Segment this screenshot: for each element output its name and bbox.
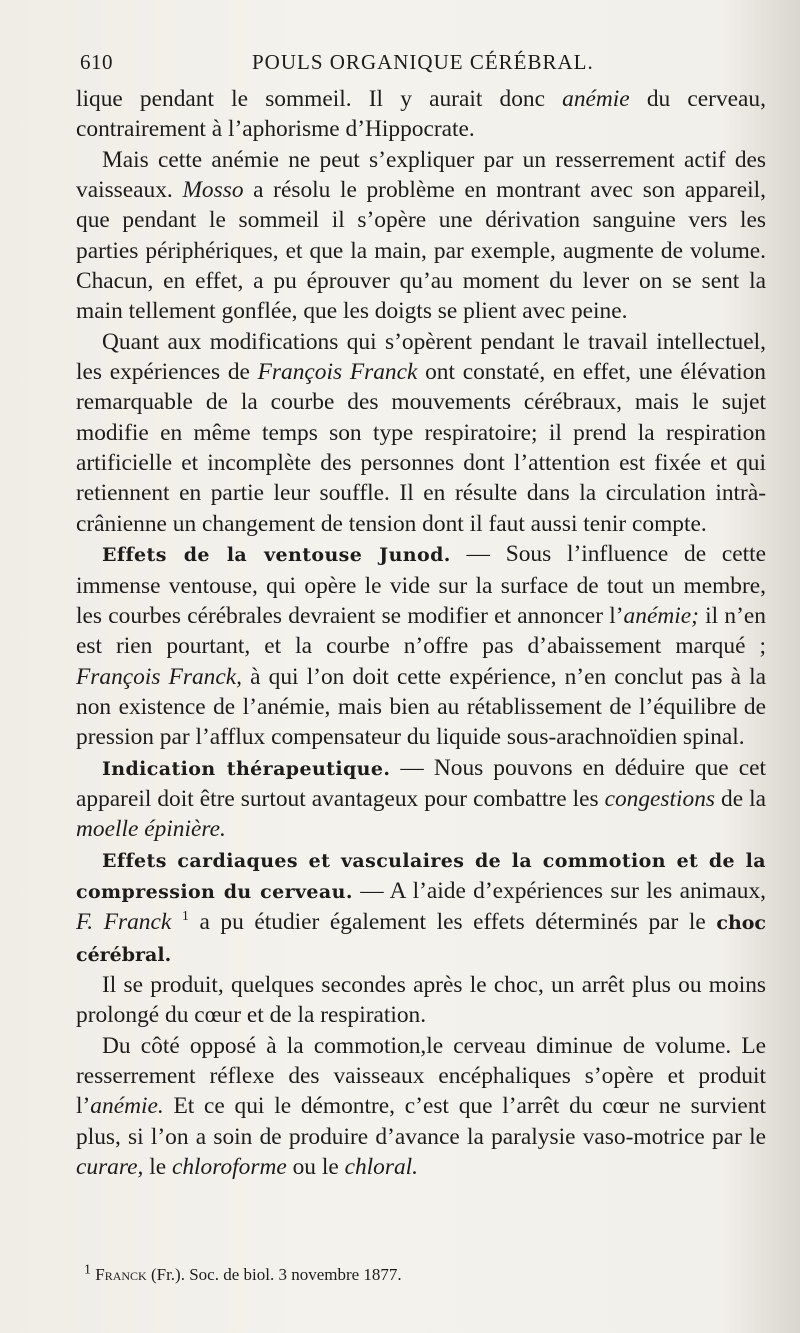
paragraph: Mais cette anémie ne peut s’expliquer par un resserrement actif des vaisseaux. Mosso a résolu le problème en montrant avec son appareil, que pendant le sommeil il s’opère une dérivation sanguine vers les parties périphériques, et que la main, par exemple, augmente de volume. Chacun, en effet, a pu éprouver qu’au moment du lever on se sent la main tellement gonflée, que les doigts se plient avec peine.: [76, 146, 766, 325]
section-heading: Effets de la ventouse Junod.: [102, 544, 451, 567]
paragraph: lique pendant le sommeil. Il y aurait donc anémie du cerveau, contrairement à l’aphorisme d’Hippocrate.: [76, 86, 766, 143]
section-heading: Effets cardiaques et vasculaires de la commotion et de la compression du cerveau.: [76, 849, 766, 903]
paragraph: Il se produit, quelques secondes après le choc, un arrêt plus ou moins prolongé du cœur et de la respiration.: [76, 971, 766, 1029]
paragraph: Indication thérapeutique. — Nous pouvons en déduire que cet appareil doit être surtout avantageux pour combattre les congestions de la moelle épinière.: [76, 754, 766, 843]
running-header: [76, 50, 764, 82]
paragraph: Effets cardiaques et vasculaires de la commotion et de la compression du cerveau. — A l’aide d’expériences sur les animaux, F. Franck $^1$ a pu étudier également les effets déterminés par le choc cérébral.: [76, 849, 766, 966]
page-number: 610: [80, 50, 113, 74]
footnote: [84, 1264, 764, 1286]
paragraph: Du côté opposé à la commotion,le cerveau diminue de volume. Le resserrement réflexe des vaisseaux encéphaliques s’opère et produit l’anémie. Et ce qui le démontre, c’est que l’arrêt du cœur ne survient plus, si l’on a soin de produire d’avance la paralysie vaso-motrice par le curare, le chloroforme ou le chloral.: [76, 1032, 766, 1181]
section-heading: Indication thérapeutique.: [102, 757, 391, 780]
paragraph: Effets de la ventouse Junod. — Sous l’influence de cette immense ventouse, qui opère le vide sur la surface de tout un membre, les courbes cérébrales devraient se modifier et annoncer l’anémie; il n’en est rien pourtant, et la courbe n’offre pas d’abaissement marqué ; François Franck, à qui l’on doit cette expérience, n’en conclut pas à la non existence de l’anémie, mais bien au rétablissement de l’équilibre de pression par l’afflux compensateur du liquide sous-arachnoïdien spinal.: [76, 541, 766, 751]
footnote-text: (Fr.). Soc. de biol. 3 novembre 1877.: [150, 1265, 402, 1284]
footnote-ref: 1: [181, 909, 189, 925]
footnote-author: Franck: [95, 1265, 147, 1284]
body-text: [76, 84, 766, 1182]
paragraph: Quant aux modifications qui s’opèrent pendant le travail intellectuel, les expériences de François Franck ont constaté, en effet, une élévation remarquable de la courbe des mouvements cérébraux, mais le sujet modifie en même temps son type respiratoire; il prend la respiration artificielle et incomplète des personnes dont l’attention est fixée et qui retiennent en partie leur souffle. Il en résulte dans la circulation intrà-crânienne un changement de tension dont il faut aussi tenir compte.: [76, 328, 766, 537]
running-title: POULS ORGANIQUE CÉRÉBRAL.: [252, 50, 594, 74]
footnote-mark: 1: [84, 1262, 91, 1278]
